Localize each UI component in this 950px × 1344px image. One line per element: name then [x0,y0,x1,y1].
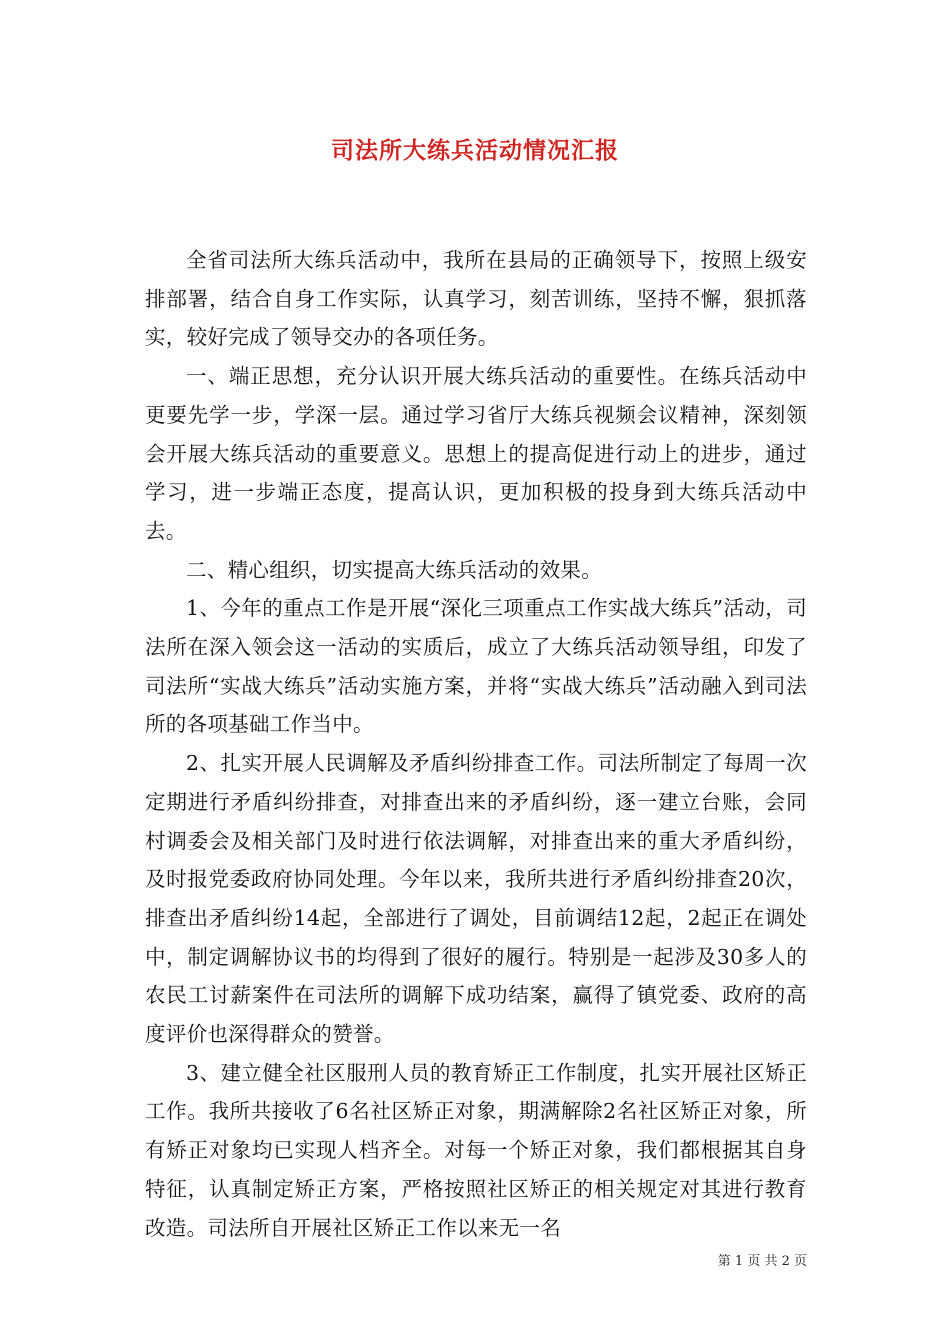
paragraph-section-2: 二、精心组织，切实提高大练兵活动的效果。 [186,557,602,582]
paragraph-item-2: 2、扎实开展人民调解及矛盾纠纷排查工作。司法所制定了每周一次定期进行矛盾纠纷排查，对排查出来的矛盾纠纷，逐一建立台账，会同村调委会及相关部门及时进行依法调解，对排查出来的重大矛盾纠纷，及时报党委政府协同处理。今年以来，我所共进行矛盾纠纷排查20次，排查出矛盾纠纷14起，全部进行了调处，目前调结12起，2起正在调处中，制定调解协议书的均得到了很好的履行。特别是一起涉及30多人的农民工讨薪案件在司法所的调解下成功结案，赢得了镇党委、政府的高度评价也深得群众的赞誉。 [145,751,807,1047]
paragraph-item-1: 1、今年的重点工作是开展“深化三项重点工作实战大练兵”活动，司法所在深入领会这一活动的实质后，成立了大练兵活动领导组，印发了司法所“实战大练兵”活动实施方案，并将“实战大练兵”活动融入到司法所的各项基础工作当中。 [145,596,807,737]
page-number: 第 1 页 共 2 页 [717,1254,807,1269]
paragraph-section-1: 一、端正思想，充分认识开展大练兵活动的重要性。在练兵活动中更要先学一步，学深一层。通过学习省厅大练兵视频会议精神，深刻领会开展大练兵活动的重要意义。思想上的提高促进行动上的进步，通过学习，进一步端正态度，提高认识，更加积极的投身到大练兵活动中去。 [145,364,807,543]
paragraph-item-3: 3、建立健全社区服刑人员的教育矫正工作制度，扎实开展社区矫正工作。我所共接收了6名社区矫正对象，期满解除2名社区矫正对象，所有矫正对象均已实现人档齐全。对每一个矫正对象，我们都根据其自身特征，认真制定矫正方案，严格按照社区矫正的相关规定对其进行教育改造。司法所自开展社区矫正工作以来无一名 [145,1060,807,1240]
document-body [145,241,807,1247]
document-title: 司法所大练兵活动情况汇报 [331,137,619,164]
paragraph-intro: 全省司法所大练兵活动中，我所在县局的正确领导下，按照上级安排部署，结合自身工作实际，认真学习，刻苦训练，坚持不懈，狠抓落实，较好完成了领导交办的各项任务。 [145,248,807,350]
